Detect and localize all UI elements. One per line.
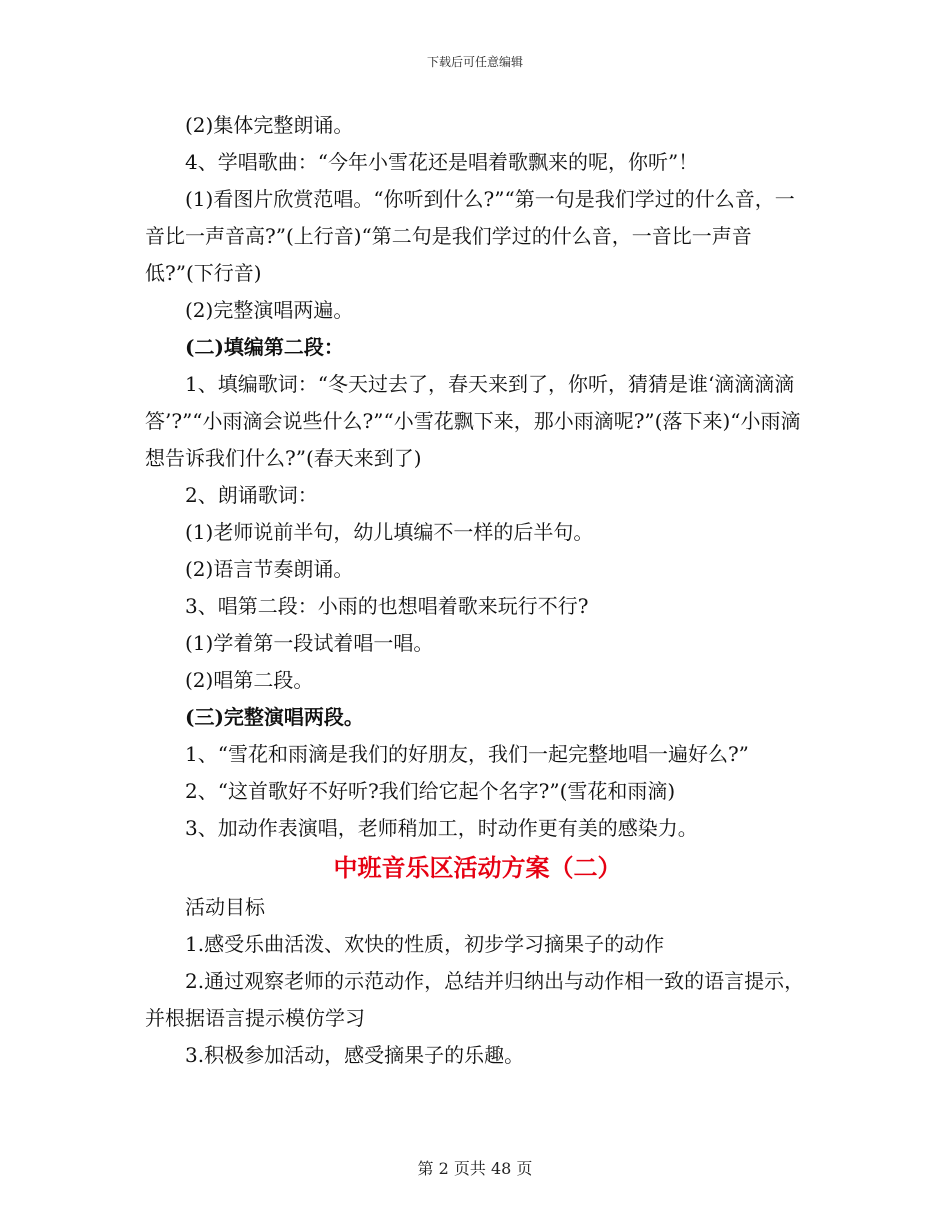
document-body (145, 107, 810, 1074)
paragraph: 1.感受乐曲活泼、欢快的性质，初步学习摘果子的动作 (185, 932, 665, 956)
paragraph: (2)完整演唱两遍。 (185, 298, 354, 322)
paragraph: 4、学唱歌曲：“今年小雪花还是唱着歌飘来的呢，你听”！ (185, 150, 699, 174)
paragraph: 2、“这首歌好不好听?我们给它起个名字?”(雪花和雨滴) (185, 779, 676, 803)
paragraph: (2)语言节奏朗诵。 (185, 557, 354, 581)
paragraph: 2、朗诵歌词： (185, 483, 318, 507)
paragraph: (2)唱第二段。 (185, 668, 314, 692)
document-title: 中班音乐区活动方案（二） (333, 853, 622, 882)
section-heading: (二)填编第二段： (185, 335, 344, 359)
paragraph: (1)老师说前半句，幼儿填编不一样的后半句。 (185, 520, 594, 544)
paragraph: 3.积极参加活动，感受摘果子的乐趣。 (185, 1043, 525, 1067)
page-footer: 第 2 页共 48 页 (417, 1159, 533, 1178)
paragraph: 1、“雪花和雨滴是我们的好朋友，我们一起完整地唱一遍好么?” (185, 742, 749, 766)
paragraph: (1)看图片欣赏范唱。“你听到什么?”“第一句是我们学过的什么音，一音比一声音高?”(上行音)“第二句是我们学过的什么音，一音比一声音低?”(下行音) (145, 187, 795, 285)
paragraph: (1)学着第一段试着唱一唱。 (185, 631, 434, 655)
paragraph: 3、加动作表演唱，老师稍加工，时动作更有美的感染力。 (185, 816, 698, 840)
paragraph: 3、唱第二段：小雨的也想唱着歌来玩行不行? (185, 594, 589, 618)
paragraph: 2.通过观察老师的示范动作，总结并归纳出与动作相一致的语言提示，并根据语言提示模仿学习 (145, 969, 805, 1030)
page-header: 下载后可任意编辑 (426, 55, 523, 69)
paragraph: (2)集体完整朗诵。 (185, 113, 354, 137)
section-heading: (三)完整演唱两段。 (185, 705, 364, 729)
paragraph: 1、填编歌词：“冬天过去了，春天来到了，你听，猜猜是谁‘滴滴滴滴答’?”“小雨滴会说些什么?”“小雪花飘下来，那小雨滴呢?”(落下来)“小雨滴想告诉我们什么?”(春天来到了) (145, 372, 801, 470)
paragraph: 活动目标 (185, 895, 265, 919)
